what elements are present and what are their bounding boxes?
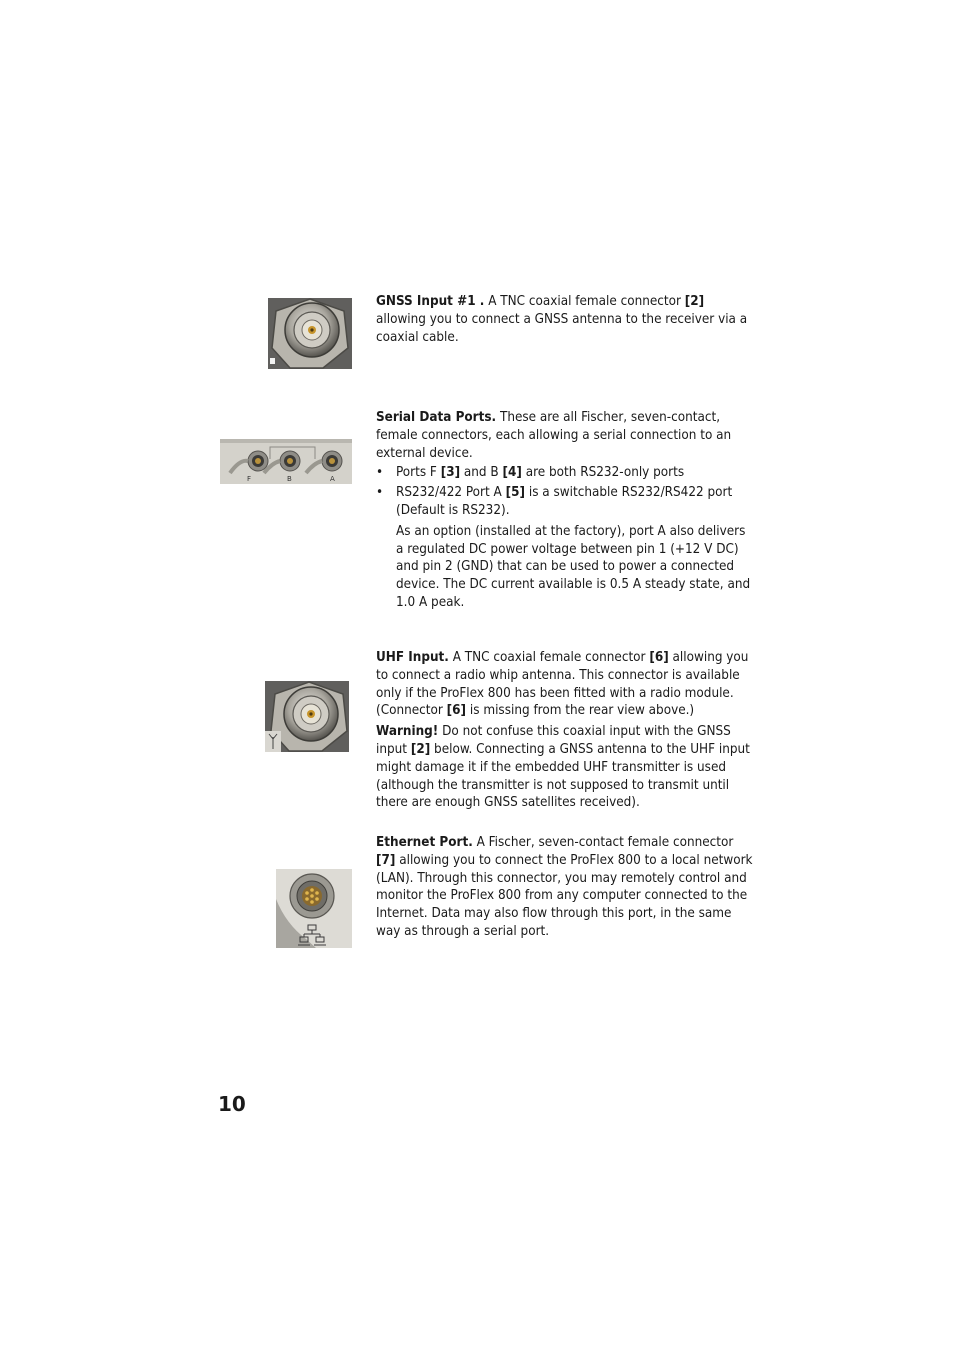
serial-bullet-list: [376, 464, 756, 519]
connector-ref: [7]: [376, 852, 396, 868]
ethernet-heading: Ethernet Port.: [376, 835, 473, 850]
port-label-a: A: [330, 475, 335, 483]
serial-intro: Serial Data Ports. These are all Fischer, seven-contact, female connectors, each allowing a serial connection to an external device.: [376, 410, 732, 461]
connector-ref: [6]: [649, 650, 669, 665]
uhf-connector-photo: [265, 681, 349, 752]
port-label-f: F: [247, 475, 252, 483]
gnss-connector-photo: [268, 298, 352, 369]
ethernet-port-section: [376, 834, 756, 941]
connector-ref: [4]: [502, 465, 522, 481]
serial-option-note: As an option (installed at the factory), port A also delivers a regulated DC power voltage between pin 1 (+12 V DC) and pin 2 (GND) that can be used to power a connected device. The DC current available is 0.5 A steady state, and 1.0 A peak.: [396, 523, 751, 610]
connector-ref: [5]: [505, 485, 526, 501]
list-item: • Ports F [3] and B [4] are both RS232-only ports: [376, 465, 685, 481]
bullet-icon: •: [376, 485, 384, 501]
gnss-input-description: GNSS Input #1 . A TNC coaxial female connector [2] allowing you to connect a GNSS antenna to the receiver via a coaxial cable.: [376, 294, 748, 345]
gnss-input-heading: GNSS Input #1 .: [376, 294, 485, 309]
serial-heading: Serial Data Ports.: [376, 410, 497, 425]
page-number: 10: [218, 1092, 246, 1116]
connector-ref: [6]: [446, 703, 467, 719]
serial-data-ports-section: [376, 409, 756, 612]
serial-ports-photo: [220, 439, 352, 484]
uhf-warning: Warning! Do not confuse this coaxial input with the GNSS input [2] below. Connecting a GNSS antenna to the UHF input might damage it if the embedded UHF transmitter is used (although the transmitter is not supposed to transmit until there are enough GNSS satellites received).: [376, 724, 750, 811]
gnss-input-section: [376, 293, 756, 346]
uhf-input-section: [376, 649, 756, 812]
connector-ref: [2]: [684, 294, 705, 309]
uhf-description: UHF Input. A TNC coaxial female connector [6] allowing you to connect a radio whip antenna. This connector is available only if the ProFlex 800 has been fitted with a radio module. (Connector [6] is missing from the rear view above.): [376, 650, 749, 719]
connector-ref: [3]: [440, 465, 461, 481]
ethernet-description: Ethernet Port. A Fischer, seven-contact female connector [7] allowing you to connect the ProFlex 800 to a local network (LAN). Through this connector, you may remotely control and monitor the ProFlex 800 from any computer connected to the Internet. Data may also flow through this port, in the same way as through a serial port.: [376, 835, 753, 939]
uhf-heading: UHF Input.: [376, 650, 449, 665]
ethernet-connector-photo: [276, 869, 352, 948]
port-label-b: B: [287, 475, 292, 483]
bullet-icon: •: [376, 465, 384, 481]
connector-ref: [2]: [410, 741, 431, 757]
list-item: • RS232/422 Port A [5] is a switchable RS232/RS422 port (Default is RS232).: [376, 485, 733, 518]
warning-label: Warning!: [376, 724, 439, 740]
